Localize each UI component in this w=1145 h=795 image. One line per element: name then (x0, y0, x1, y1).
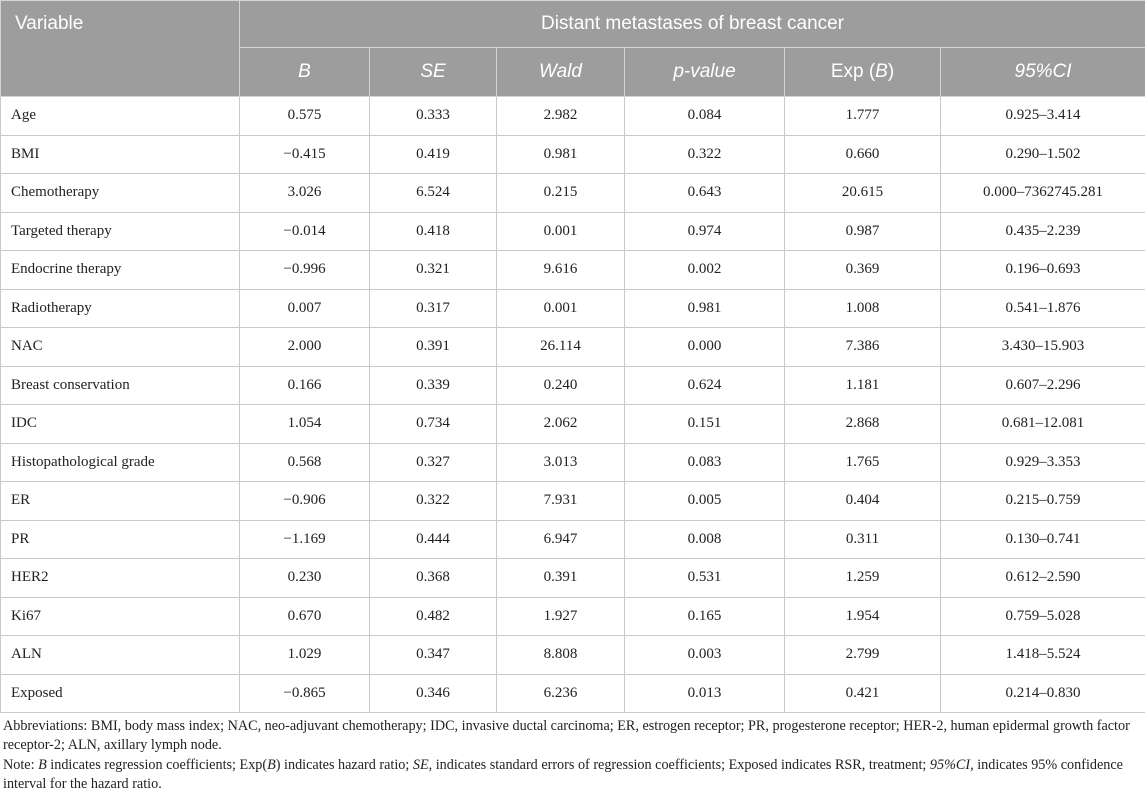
abbreviations-note: Abbreviations: BMI, body mass index; NAC, neo-adjuvant chemotherapy; IDC, invasive ductal carcinoma; ER, estrogen receptor; PR, progesterone receptor; HER-2, human epidermal growth factor receptor-2; ALN, axillary lymph node. (3, 718, 1130, 753)
cell-se: 0.482 (370, 597, 497, 636)
cell-variable: BMI (1, 135, 240, 174)
cell-p-value: 0.008 (625, 520, 785, 559)
table-row (1, 135, 1145, 174)
cell-wald: 0.001 (497, 212, 625, 251)
cell-se: 0.322 (370, 482, 497, 521)
cell-b: 0.007 (240, 289, 370, 328)
cell-p-value: 0.981 (625, 289, 785, 328)
cell-b: −0.415 (240, 135, 370, 174)
cell-ci: 0.607–2.296 (941, 366, 1145, 405)
cell-wald: 0.215 (497, 174, 625, 213)
cell-b: 3.026 (240, 174, 370, 213)
cell-b: 0.575 (240, 97, 370, 136)
cell-variable: NAC (1, 328, 240, 367)
cell-variable: Ki67 (1, 597, 240, 636)
cell-ci: 1.418–5.524 (941, 636, 1145, 675)
cell-variable: PR (1, 520, 240, 559)
cell-wald: 0.981 (497, 135, 625, 174)
column-header-p-value: p-value (625, 48, 785, 97)
cell-p-value: 0.531 (625, 559, 785, 598)
group-header: Distant metastases of breast cancer (240, 1, 1145, 48)
cell-se: 0.347 (370, 636, 497, 675)
cell-b: −0.906 (240, 482, 370, 521)
table-row (1, 520, 1145, 559)
column-header-exp-b (785, 48, 941, 97)
cell-b: 0.568 (240, 443, 370, 482)
cell-variable: IDC (1, 405, 240, 444)
note-b2: B (267, 757, 276, 773)
variable-column-header: Variable (1, 1, 240, 97)
cell-se: 0.418 (370, 212, 497, 251)
cell-se: 6.524 (370, 174, 497, 213)
cell-variable: Chemotherapy (1, 174, 240, 213)
cell-p-value: 0.000 (625, 328, 785, 367)
cell-se: 0.327 (370, 443, 497, 482)
cell-b: 1.054 (240, 405, 370, 444)
cell-ci: 0.759–5.028 (941, 597, 1145, 636)
cell-b: 1.029 (240, 636, 370, 675)
note-text-1: indicates regression coefficients; Exp( (46, 757, 268, 773)
cell-se: 0.317 (370, 289, 497, 328)
cell-ci: 0.290–1.502 (941, 135, 1145, 174)
table-row (1, 212, 1145, 251)
cell-ci: 0.435–2.239 (941, 212, 1145, 251)
cell-exp-b: 2.799 (785, 636, 941, 675)
cell-variable: Age (1, 97, 240, 136)
cell-se: 0.419 (370, 135, 497, 174)
column-header-se: SE (370, 48, 497, 97)
cell-ci: 0.925–3.414 (941, 97, 1145, 136)
cell-exp-b: 0.987 (785, 212, 941, 251)
table-row (1, 443, 1145, 482)
cell-p-value: 0.165 (625, 597, 785, 636)
cell-variable: Radiotherapy (1, 289, 240, 328)
table-row (1, 482, 1145, 521)
column-header-ci: 95%CI (941, 48, 1145, 97)
cell-wald: 9.616 (497, 251, 625, 290)
table-row (1, 366, 1145, 405)
cell-p-value: 0.002 (625, 251, 785, 290)
cell-ci: 0.000–7362745.281 (941, 174, 1145, 213)
cell-wald: 7.931 (497, 482, 625, 521)
table-row (1, 559, 1145, 598)
cell-b: −0.996 (240, 251, 370, 290)
cell-b: 0.670 (240, 597, 370, 636)
cell-se: 0.444 (370, 520, 497, 559)
note-text-3: , indicates standard errors of regression coefficients; Exposed indicates RSR, treatment; (428, 757, 930, 773)
cell-ci: 0.612–2.590 (941, 559, 1145, 598)
cell-wald: 3.013 (497, 443, 625, 482)
cell-se: 0.333 (370, 97, 497, 136)
cell-exp-b: 1.765 (785, 443, 941, 482)
cell-b: 2.000 (240, 328, 370, 367)
cell-exp-b: 1.181 (785, 366, 941, 405)
cell-variable: HER2 (1, 559, 240, 598)
table-body (1, 97, 1145, 713)
cell-p-value: 0.624 (625, 366, 785, 405)
cell-ci: 0.214–0.830 (941, 674, 1145, 713)
table-row (1, 405, 1145, 444)
cell-se: 0.321 (370, 251, 497, 290)
note-text-4: , indicates 95% confidence interval for the hazard ratio. (3, 757, 1123, 792)
note-ci: 95%CI (929, 757, 971, 773)
cell-variable: Breast conservation (1, 366, 240, 405)
cell-exp-b: 1.777 (785, 97, 941, 136)
cell-p-value: 0.974 (625, 212, 785, 251)
cell-p-value: 0.003 (625, 636, 785, 675)
cell-exp-b: 0.421 (785, 674, 941, 713)
cell-wald: 1.927 (497, 597, 625, 636)
cell-ci: 0.196–0.693 (941, 251, 1145, 290)
table-row (1, 97, 1145, 136)
cell-se: 0.368 (370, 559, 497, 598)
cell-wald: 2.982 (497, 97, 625, 136)
cell-variable: Targeted therapy (1, 212, 240, 251)
note-text-2: ) indicates hazard ratio; (275, 757, 413, 773)
table-header (1, 1, 1145, 97)
table-row (1, 636, 1145, 675)
note-label: Note: (3, 757, 39, 773)
cell-exp-b: 1.008 (785, 289, 941, 328)
cell-p-value: 0.013 (625, 674, 785, 713)
cell-ci: 0.681–12.081 (941, 405, 1145, 444)
cell-exp-b: 7.386 (785, 328, 941, 367)
cell-ci: 0.541–1.876 (941, 289, 1145, 328)
cell-wald: 2.062 (497, 405, 625, 444)
cell-ci: 0.929–3.353 (941, 443, 1145, 482)
cell-exp-b: 2.868 (785, 405, 941, 444)
table-row (1, 174, 1145, 213)
cell-variable: Histopathological grade (1, 443, 240, 482)
cell-exp-b: 0.311 (785, 520, 941, 559)
interpretation-note (3, 756, 1141, 794)
cell-exp-b: 0.369 (785, 251, 941, 290)
cell-b: 0.230 (240, 559, 370, 598)
table-row (1, 328, 1145, 367)
cell-ci: 0.215–0.759 (941, 482, 1145, 521)
note-se: SE (412, 757, 429, 773)
cell-exp-b: 1.259 (785, 559, 941, 598)
cell-exp-b: 0.660 (785, 135, 941, 174)
cell-p-value: 0.322 (625, 135, 785, 174)
exp-b-italic: B (875, 61, 888, 82)
column-header-wald: Wald (497, 48, 625, 97)
cell-se: 0.734 (370, 405, 497, 444)
cell-p-value: 0.643 (625, 174, 785, 213)
cell-ci: 3.430–15.903 (941, 328, 1145, 367)
cell-b: −0.014 (240, 212, 370, 251)
cell-b: 0.166 (240, 366, 370, 405)
cell-p-value: 0.151 (625, 405, 785, 444)
table-row (1, 251, 1145, 290)
note-b: B (38, 757, 47, 773)
exp-b-label: Exp ( (830, 61, 876, 82)
cell-se: 0.339 (370, 366, 497, 405)
cell-se: 0.391 (370, 328, 497, 367)
cell-exp-b: 20.615 (785, 174, 941, 213)
cell-p-value: 0.084 (625, 97, 785, 136)
cell-wald: 0.391 (497, 559, 625, 598)
cell-exp-b: 0.404 (785, 482, 941, 521)
table-row (1, 674, 1145, 713)
cell-b: −1.169 (240, 520, 370, 559)
cell-ci: 0.130–0.741 (941, 520, 1145, 559)
cell-p-value: 0.083 (625, 443, 785, 482)
cell-b: −0.865 (240, 674, 370, 713)
column-header-b: B (240, 48, 370, 97)
cell-variable: Endocrine therapy (1, 251, 240, 290)
cell-variable: Exposed (1, 674, 240, 713)
table-row (1, 289, 1145, 328)
exp-b-close: ) (887, 61, 895, 82)
cell-wald: 8.808 (497, 636, 625, 675)
table-footnotes (3, 717, 1141, 795)
table-row (1, 597, 1145, 636)
cell-exp-b: 1.954 (785, 597, 941, 636)
cell-variable: ER (1, 482, 240, 521)
cell-wald: 6.947 (497, 520, 625, 559)
cell-wald: 6.236 (497, 674, 625, 713)
cell-wald: 0.240 (497, 366, 625, 405)
cell-se: 0.346 (370, 674, 497, 713)
cell-wald: 0.001 (497, 289, 625, 328)
cell-wald: 26.114 (497, 328, 625, 367)
cell-variable: ALN (1, 636, 240, 675)
cell-p-value: 0.005 (625, 482, 785, 521)
